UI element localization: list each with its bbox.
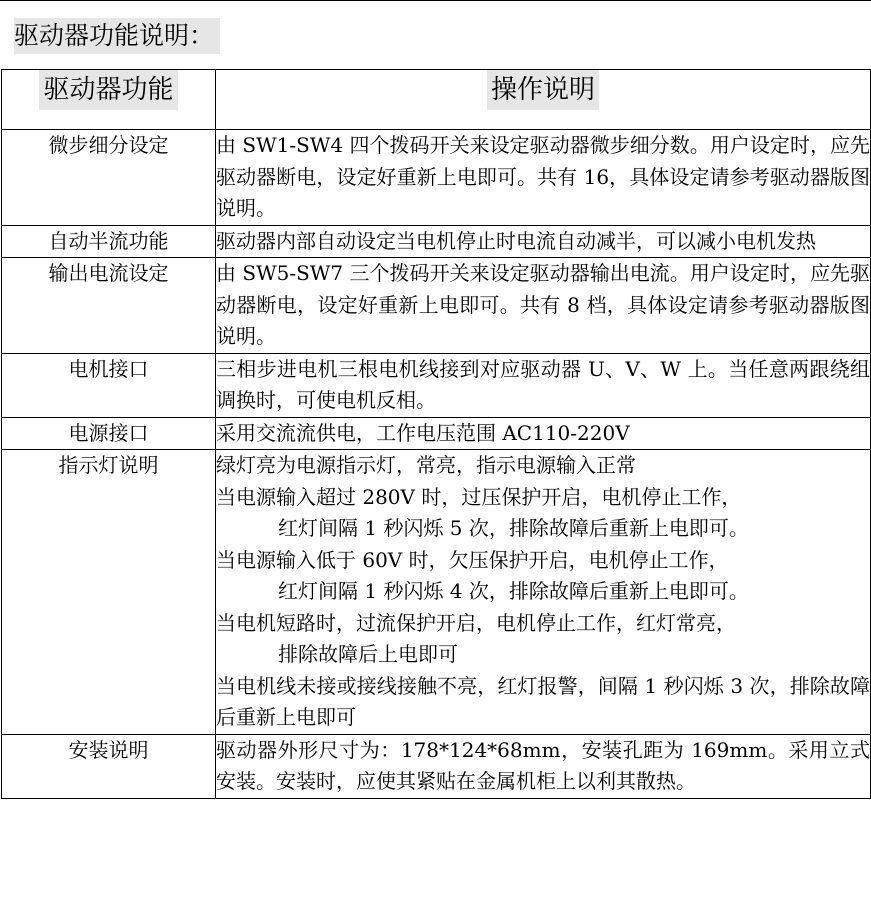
function-description	[216, 258, 871, 354]
function-name: 电机接口	[2, 353, 216, 417]
header-description-label: 操作说明	[487, 70, 599, 110]
function-name: 微步细分设定	[2, 130, 216, 226]
function-description	[216, 225, 871, 258]
function-name: 输出电流设定	[2, 258, 216, 354]
table-row	[2, 450, 871, 735]
header-function-label: 驱动器功能	[39, 70, 177, 110]
header-cell-description	[216, 70, 871, 130]
function-description	[216, 130, 871, 226]
description-line: 当电源输入超过 280V 时，过压保护开启，电机停止工作，	[216, 484, 742, 509]
table-row	[2, 734, 871, 798]
table-row	[2, 353, 871, 417]
description-line: 采用交流流供电，工作电压范围 AC110-220V	[216, 420, 630, 445]
table-row	[2, 417, 871, 450]
table-header-row	[2, 70, 871, 130]
description-line: 当电源输入低于 60V 时，欠压保护开启，电机停止工作，	[216, 547, 729, 572]
table-row	[2, 258, 871, 354]
description-line: 当电机短路时，过流保护开启，电机停止工作，红灯常亮，	[216, 610, 736, 635]
description-line: 当电机线未接或接线接触不亮，红灯报警，间隔 1 秒闪烁 3 次，排除故障后重新上电即可	[216, 673, 870, 729]
section-heading: 驱动器功能说明：	[14, 18, 220, 54]
description-line: 驱动器内部自动设定当电机停止时电流自动减半，可以减小电机发热	[216, 228, 816, 253]
header-cell-function	[2, 70, 216, 130]
table-row	[2, 225, 871, 258]
function-name: 指示灯说明	[2, 450, 216, 735]
function-description	[216, 353, 871, 417]
function-description	[216, 450, 871, 735]
function-name: 安装说明	[2, 734, 216, 798]
table-row	[2, 130, 871, 226]
description-line: 驱动器外形尺寸为：178*124*68mm，安装孔距为 169mm。采用立式安装。安装时，应使其紧贴在金属机柜上以利其散热。	[216, 737, 870, 793]
function-name: 自动半流功能	[2, 225, 216, 258]
function-description	[216, 734, 871, 798]
function-name: 电源接口	[2, 417, 216, 450]
function-description	[216, 417, 871, 450]
description-line: 由 SW1-SW4 四个拨码开关来设定驱动器微步细分数。用户设定时，应先驱动器断电，设定好重新上电即可。共有 16，具体设定请参考驱动器版图说明。	[216, 133, 870, 220]
description-line: 红灯间隔 1 秒闪烁 4 次，排除故障后重新上电即可。	[278, 579, 749, 603]
top-rule	[0, 0, 871, 1]
description-line: 由 SW5-SW7 三个拨码开关来设定驱动器输出电流。用户设定时，应先驱动器断电，设定好重新上电即可。共有 8 档，具体设定请参考驱动器版图说明。	[216, 261, 870, 348]
description-line: 排除故障后上电即可	[278, 642, 458, 666]
description-line: 绿灯亮为电源指示灯，常亮，指示电源输入正常	[216, 453, 636, 477]
description-line: 红灯间隔 1 秒闪烁 5 次，排除故障后重新上电即可。	[278, 516, 749, 540]
description-line: 三相步进电机三根电机线接到对应驱动器 U、V、W 上。当任意两跟绕组调换时，可使电机反相。	[216, 356, 870, 412]
function-table	[1, 69, 871, 799]
